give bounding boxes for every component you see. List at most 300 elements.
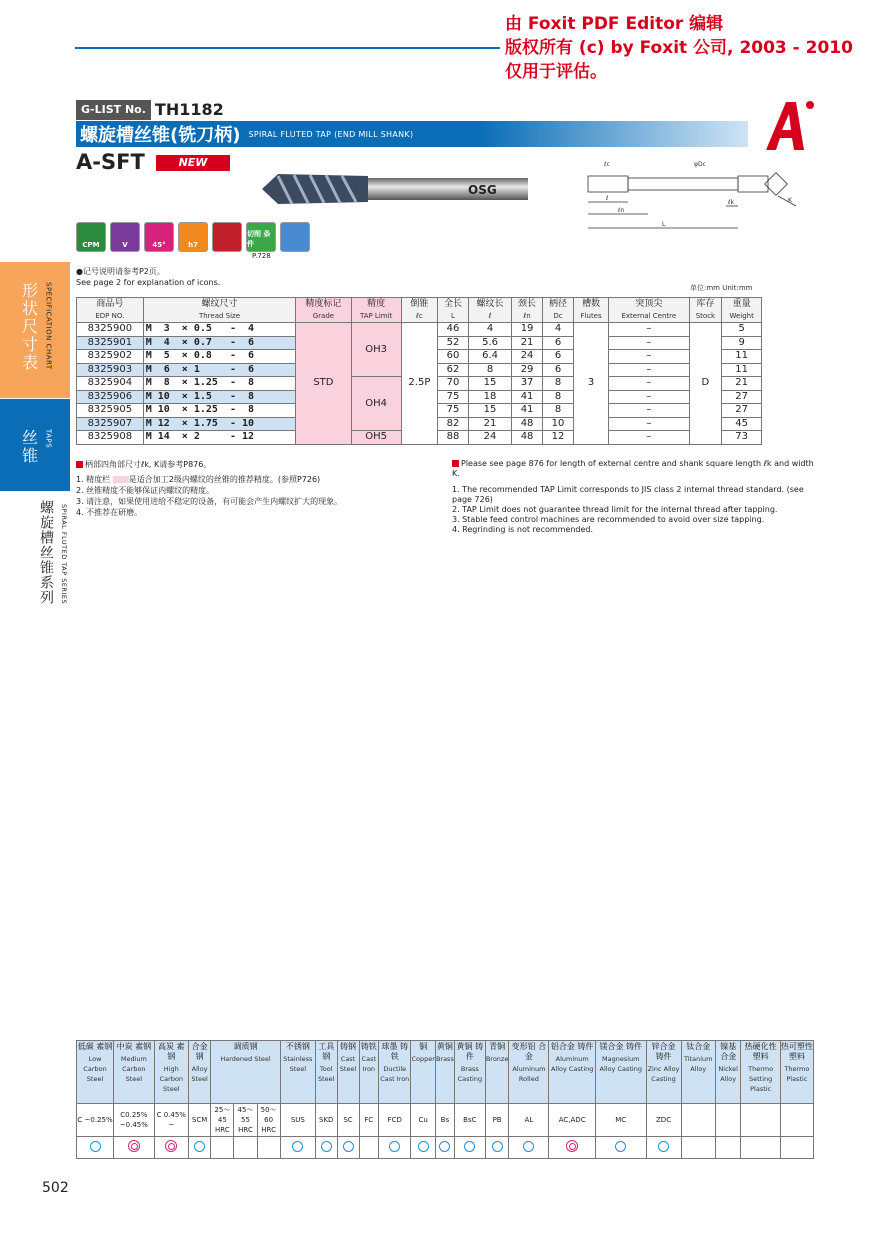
weight-cell: 5 [722, 323, 762, 337]
material-en: Medium Carbon Steel [120, 1055, 147, 1083]
material-en: Aluminum Rolled [512, 1065, 546, 1083]
dim-L: L [662, 221, 666, 228]
note-en-4: 4. Regrinding is not recommended. [452, 525, 594, 534]
material-code: MC [595, 1104, 646, 1137]
thread-size-cell: M 12 × 1.75 - 10 [143, 417, 296, 431]
material-header-15 [549, 1041, 595, 1104]
material-suitability [741, 1137, 780, 1159]
spec-header-cn: 重量 [732, 299, 751, 309]
thread-size-cell: M 14 × 2 - 12 [143, 431, 296, 445]
material-header-14 [509, 1041, 549, 1104]
material-code: SCM [188, 1104, 210, 1137]
shank-dia-cell: 6 [543, 363, 574, 377]
suitable-circle-icon [292, 1141, 303, 1152]
overall-length-cell: 88 [438, 431, 469, 445]
suitable-circle-icon [658, 1141, 669, 1152]
material-code: C 0.45% ~ [154, 1104, 188, 1137]
cpm-icon: CPM [76, 222, 106, 252]
material-header-20 [741, 1041, 780, 1104]
weight-cell: 11 [722, 363, 762, 377]
spec-header-en: TAP Limit [359, 312, 393, 320]
overall-length-cell: 52 [438, 336, 469, 350]
notes-en [452, 459, 822, 535]
overall-length-cell: 60 [438, 350, 469, 364]
shank-note-en: Please see page 876 for length of external centre and shank square length ℓk and width K. [452, 459, 814, 478]
spec-header-en: Flutes [580, 312, 602, 320]
material-header-19 [715, 1041, 741, 1104]
material-en: Cast Iron [361, 1055, 377, 1073]
edp-cell: 8325900 [77, 323, 144, 337]
red-square-icon [452, 460, 459, 467]
neck-length-cell: 29 [512, 363, 543, 377]
page-number: 502 [42, 1180, 69, 1196]
overall-length-cell: 46 [438, 323, 469, 337]
edp-cell: 8325908 [77, 431, 144, 445]
recommended-double-circle-icon [566, 1140, 578, 1152]
material-code: BsC [454, 1104, 485, 1137]
spec-header-en: Thread Size [198, 312, 241, 320]
material-en: Titanium Alloy [683, 1055, 713, 1073]
material-suitability [509, 1137, 549, 1159]
watermark-line-2: 版权所有 (c) by Foxit 公司, 2003 - 2010 [505, 38, 853, 58]
material-cn: 铜 [419, 1042, 428, 1051]
spec-header-en: L [451, 312, 455, 320]
neck-length-cell: 37 [512, 377, 543, 391]
helix-45-icon: 45° [144, 222, 174, 252]
overall-length-cell: 75 [438, 404, 469, 418]
material-cn: 中炭 素钢 [116, 1042, 152, 1051]
material-suitability [154, 1137, 188, 1159]
overall-length-cell: 70 [438, 377, 469, 391]
recommended-double-circle-icon [128, 1140, 140, 1152]
spec-header-en: Weight [729, 312, 754, 320]
suitable-circle-icon [523, 1141, 534, 1152]
material-header-11 [435, 1041, 454, 1104]
material-suitability [485, 1137, 509, 1159]
material-en: Magnesium Alloy Casting [599, 1055, 642, 1073]
material-header-16 [595, 1041, 646, 1104]
shank-dia-cell: 6 [543, 336, 574, 350]
pink-swatch-icon [113, 476, 129, 483]
edp-cell: 8325907 [77, 417, 144, 431]
class-icon [212, 222, 242, 252]
material-en: Alloy Steel [191, 1065, 208, 1083]
thread-length-cell: 15 [468, 377, 511, 391]
overall-length-cell: 82 [438, 417, 469, 431]
material-code: C ~0.25% [77, 1104, 114, 1137]
material-header-7 [337, 1041, 359, 1104]
material-suitability [681, 1137, 715, 1159]
material-code: FCD [379, 1104, 411, 1137]
thread-length-cell: 18 [468, 390, 511, 404]
material-code: 25～45 HRC [211, 1104, 234, 1137]
material-header-6 [315, 1041, 337, 1104]
material-cn: 低碳 素钢 [77, 1042, 113, 1051]
spec-header-cn: 库存 [696, 299, 715, 309]
note-en-1: 1. The recommended TAP Limit corresponds to JIS class 2 internal thread standard. (see page 726) [452, 485, 804, 504]
suitable-circle-icon [343, 1141, 354, 1152]
note-cn-1a: 1. 精度栏 [76, 475, 111, 484]
material-suitability [257, 1137, 280, 1159]
shank-h7-icon: h7 [178, 222, 208, 252]
material-code: Cu [411, 1104, 435, 1137]
material-en: Brass [435, 1055, 454, 1063]
tool-marking: OSG [468, 183, 497, 197]
title-bar [76, 121, 748, 147]
material-code: ZDC [646, 1104, 681, 1137]
thread-size-cell: M 5 × 0.8 - 6 [143, 350, 296, 364]
external-centre-cell: – [609, 323, 689, 337]
shank-dia-cell: 8 [543, 404, 574, 418]
suitable-circle-icon [439, 1141, 450, 1152]
material-suitability [114, 1137, 155, 1159]
material-cn: 锌合金 铸件 [651, 1042, 676, 1061]
material-cn: 高炭 素钢 [158, 1042, 185, 1061]
icon-page-ref: P.728 [252, 252, 271, 260]
osg-a-logo-icon [760, 98, 816, 152]
watermark-line-1: 由 Foxit PDF Editor 编辑 [505, 14, 724, 34]
spec-header-4 [401, 298, 437, 323]
spec-header-1 [143, 298, 296, 323]
material-code: Bs [435, 1104, 454, 1137]
tap-limit-cell: OH5 [351, 431, 401, 445]
material-header-10 [411, 1041, 435, 1104]
spec-header-en: EDP NO. [95, 312, 125, 320]
spec-header-en: ℓn [523, 312, 531, 320]
material-suitability [337, 1137, 359, 1159]
edp-cell: 8325901 [77, 336, 144, 350]
material-en: Zinc Alloy Casting [647, 1065, 680, 1083]
shank-dia-cell: 8 [543, 390, 574, 404]
table-row [77, 323, 762, 337]
series-en: SPIRAL FLUTED TAP SERIES [60, 504, 68, 605]
material-en: Brass Casting [457, 1065, 483, 1083]
material-suitability [780, 1137, 813, 1159]
glist-header [76, 100, 228, 120]
material-suitability [379, 1137, 411, 1159]
coolant-icon [280, 222, 310, 252]
spec-table [76, 297, 762, 445]
spec-header-cn: 精度标记 [305, 299, 342, 309]
material-suitability [77, 1137, 114, 1159]
material-code [715, 1104, 741, 1137]
material-cn: 铸铁 [360, 1042, 377, 1051]
shank-dia-cell: 6 [543, 350, 574, 364]
glist-number: TH1182 [154, 100, 224, 119]
edp-cell: 8325906 [77, 390, 144, 404]
edp-cell: 8325903 [77, 363, 144, 377]
spec-header-9 [574, 298, 609, 323]
side-tab-taps [0, 399, 70, 491]
material-header-21 [780, 1041, 813, 1104]
spec-header-cn: 突顶尖 [635, 299, 663, 309]
glist-label: G-LIST No. [76, 100, 151, 120]
note-cn-3: 3. 请注意，如果使用进给不稳定的设备，有可能会产生内螺纹扩大的现象。 [76, 497, 343, 506]
spec-header-5 [438, 298, 469, 323]
material-code: SUS [280, 1104, 315, 1137]
dim-ln: ℓn [618, 207, 625, 214]
thread-size-cell: M 6 × 1 - 6 [143, 363, 296, 377]
neck-length-cell: 41 [512, 404, 543, 418]
material-en: Low Carbon Steel [83, 1055, 107, 1083]
edp-cell: 8325902 [77, 350, 144, 364]
material-cn: 钛合金 [686, 1042, 711, 1051]
suitable-circle-icon [321, 1141, 332, 1152]
material-header-9 [379, 1041, 411, 1104]
spec-header-cn: 全长 [443, 299, 462, 309]
material-header-0 [77, 1041, 114, 1104]
side-tab-spec-en: SPECIFICATION CHART [44, 282, 53, 370]
note-en-3: 3. Stable feed control machines are recommended to avoid over size tapping. [452, 515, 765, 524]
material-en: Aluminum Alloy Casting [550, 1055, 594, 1073]
material-en: Tool Steel [318, 1065, 335, 1083]
material-suitability [411, 1137, 435, 1159]
thread-size-cell: M 10 × 1.5 - 8 [143, 390, 296, 404]
thread-length-cell: 21 [468, 417, 511, 431]
material-cn: 热硬化性 塑料 [744, 1042, 777, 1061]
units-label: 单位:mm Unit:mm [690, 284, 753, 292]
note-cn-1b: 是适合加工2级内螺纹的丝锥的推荐精度。(参照P726) [128, 475, 321, 484]
weight-cell: 45 [722, 417, 762, 431]
spec-header-cn: 柄径 [549, 299, 568, 309]
dim-l: ℓ [606, 195, 609, 202]
side-tab-spec-cn: 形状尺寸表 [19, 282, 39, 372]
legend-cn: ●记号说明请参考P2页。 [76, 267, 165, 276]
material-code: SC [337, 1104, 359, 1137]
spec-header-6 [468, 298, 511, 323]
shank-dia-cell: 10 [543, 417, 574, 431]
feature-icons [76, 222, 310, 252]
spec-header-cn: 螺纹长 [476, 299, 504, 309]
material-code [780, 1104, 813, 1137]
spec-header-en: External Centre [621, 312, 677, 320]
material-cn: 铸钢 [340, 1042, 357, 1051]
suitable-circle-icon [418, 1141, 429, 1152]
thread-size-cell: M 8 × 1.25 - 8 [143, 377, 296, 391]
material-en: Thermo Setting Plastic [748, 1065, 774, 1093]
material-header-12 [454, 1041, 485, 1104]
dim-lk: ℓk [728, 199, 734, 206]
materials-table [76, 1040, 814, 1159]
material-header-18 [681, 1041, 715, 1104]
icon-legend [76, 266, 220, 288]
spec-header-en: Stock [695, 312, 716, 320]
chamfer-cell: 2.5P [401, 323, 437, 445]
thread-length-cell: 15 [468, 404, 511, 418]
material-cn: 镁合金 铸件 [599, 1042, 643, 1051]
thread-size-cell: M 10 × 1.25 - 8 [143, 404, 296, 418]
spec-header-cn: 倒锥 [410, 299, 429, 309]
external-centre-cell: – [609, 404, 689, 418]
material-cn: 青铜 [489, 1042, 506, 1051]
dimension-drawing [578, 158, 818, 240]
spec-table-header [77, 298, 762, 323]
external-centre-cell: – [609, 336, 689, 350]
shank-dia-cell: 4 [543, 323, 574, 337]
material-code [741, 1104, 780, 1137]
suitable-circle-icon [90, 1141, 101, 1152]
dim-dc: φDc [694, 161, 706, 168]
material-en: Ductile Cast Iron [380, 1065, 410, 1083]
notes-cn [76, 459, 436, 518]
material-code: 50～60 HRC [257, 1104, 280, 1137]
external-centre-cell: – [609, 431, 689, 445]
material-cn: 调质钢 [233, 1042, 258, 1051]
title-en: SPIRAL FLUTED TAP (END MILL SHANK) [248, 129, 414, 139]
material-suitability [234, 1137, 257, 1159]
external-centre-cell: – [609, 377, 689, 391]
material-header-4 [211, 1041, 280, 1104]
legend-en: See page 2 for explanation of icons. [76, 278, 221, 287]
note-en-2: 2. TAP Limit does not guarantee thread limit for the internal thread after tapping. [452, 505, 778, 514]
grade-cell: STD [296, 323, 351, 445]
material-code: 45～55 HRC [234, 1104, 257, 1137]
spec-header-cn: 精度 [367, 299, 386, 309]
spec-header-10 [609, 298, 689, 323]
material-cn: 不锈钢 [285, 1042, 310, 1051]
external-centre-cell: – [609, 417, 689, 431]
material-en: Copper [411, 1055, 435, 1063]
material-cn: 热可塑性 塑料 [780, 1042, 813, 1061]
material-cn: 黄铜 [436, 1042, 453, 1051]
weight-cell: 27 [722, 390, 762, 404]
neck-length-cell: 48 [512, 431, 543, 445]
shank-dia-cell: 12 [543, 431, 574, 445]
new-badge: NEW [156, 155, 230, 171]
material-suitability [549, 1137, 595, 1159]
material-code: SKD [315, 1104, 337, 1137]
material-suitability [188, 1137, 210, 1159]
suitable-circle-icon [464, 1141, 475, 1152]
weight-cell: 21 [722, 377, 762, 391]
side-tab-taps-en: TAPS [44, 429, 53, 449]
material-cn: 铝合金 铸件 [550, 1042, 594, 1051]
spec-header-en: Dc [553, 312, 563, 320]
watermark-line-3: 仅用于评估。 [505, 62, 607, 82]
series-label [36, 500, 68, 605]
material-cn: 镍基 合金 [720, 1042, 737, 1061]
material-suitability [359, 1137, 379, 1159]
material-suitability [595, 1137, 646, 1159]
tap-limit-cell: OH3 [351, 323, 401, 377]
material-suitability [315, 1137, 337, 1159]
material-en: Nickel Alloy [718, 1065, 738, 1083]
thread-length-cell: 5.6 [468, 336, 511, 350]
material-cn: 工具钢 [318, 1042, 335, 1061]
spec-header-cn: 颈长 [518, 299, 537, 309]
spec-header-cn: 槽数 [582, 299, 601, 309]
material-header-2 [154, 1041, 188, 1104]
thread-size-cell: M 4 × 0.7 - 6 [143, 336, 296, 350]
material-en: Stainless Steel [283, 1055, 313, 1073]
material-cn: 合金钢 [191, 1042, 208, 1061]
material-cn: 球墨 铸铁 [381, 1042, 409, 1061]
external-centre-cell: – [609, 390, 689, 404]
dim-k: K [788, 197, 792, 204]
material-code: C0.25% ~0.45% [114, 1104, 155, 1137]
material-en: Hardened Steel [220, 1055, 271, 1063]
tap-limit-cell: OH4 [351, 377, 401, 431]
v-coating-icon: V [110, 222, 140, 252]
external-centre-cell: – [609, 363, 689, 377]
neck-length-cell: 48 [512, 417, 543, 431]
material-header-1 [114, 1041, 155, 1104]
weight-cell: 73 [722, 431, 762, 445]
material-code [681, 1104, 715, 1137]
material-en: Cast Steel [339, 1055, 357, 1073]
tap-image-icon [258, 168, 534, 210]
title-cn: 螺旋槽丝锥(铣刀柄) [80, 125, 241, 146]
spec-header-8 [543, 298, 574, 323]
recommended-double-circle-icon [165, 1140, 177, 1152]
material-suitability [454, 1137, 485, 1159]
spec-header-3 [351, 298, 401, 323]
spec-header-11 [689, 298, 722, 323]
material-suitability [280, 1137, 315, 1159]
suitable-circle-icon [615, 1141, 626, 1152]
red-square-icon [76, 461, 83, 468]
material-header-5 [280, 1041, 315, 1104]
weight-cell: 9 [722, 336, 762, 350]
material-en: High Carbon Steel [159, 1065, 183, 1093]
thread-size-cell: M 3 × 0.5 - 4 [143, 323, 296, 337]
spec-header-0 [77, 298, 144, 323]
edp-cell: 8325904 [77, 377, 144, 391]
shank-dia-cell: 8 [543, 377, 574, 391]
material-code: AL [509, 1104, 549, 1137]
stock-cell: D [689, 323, 722, 445]
material-header-8 [359, 1041, 379, 1104]
spec-header-7 [512, 298, 543, 323]
neck-length-cell: 24 [512, 350, 543, 364]
material-cn: 黄铜 铸件 [456, 1042, 484, 1061]
material-code: FC [359, 1104, 379, 1137]
suitable-circle-icon [389, 1141, 400, 1152]
spec-header-en: ℓc [416, 312, 423, 320]
note-cn-4: 4. 不推荐在研磨。 [76, 508, 143, 517]
suitable-circle-icon [492, 1141, 503, 1152]
material-en: Thermo Plastic [784, 1065, 810, 1083]
neck-length-cell: 19 [512, 323, 543, 337]
material-cn: 变形铝 合金 [511, 1042, 547, 1061]
spec-header-12 [722, 298, 762, 323]
material-suitability [646, 1137, 681, 1159]
cutting-fluid-icon: 切削 条件 [246, 222, 276, 252]
spec-header-en: ℓ [488, 312, 492, 320]
neck-length-cell: 21 [512, 336, 543, 350]
flutes-cell: 3 [574, 323, 609, 445]
suitable-circle-icon [194, 1141, 205, 1152]
material-code: PB [485, 1104, 509, 1137]
top-rule [75, 47, 500, 49]
side-tab-spec-chart [0, 262, 70, 398]
weight-cell: 11 [722, 350, 762, 364]
thread-length-cell: 24 [468, 431, 511, 445]
material-header-13 [485, 1041, 509, 1104]
material-code: AC,ADC [549, 1104, 595, 1137]
model-name: A-SFT [76, 150, 145, 174]
series-cn: 螺旋槽丝锥系列 [38, 500, 54, 605]
side-tab-taps-cn: 丝锥 [19, 429, 39, 465]
foxit-watermark [505, 12, 885, 84]
spec-header-cn: 商品号 [96, 299, 124, 309]
thread-length-cell: 8 [468, 363, 511, 377]
material-en: Bronze [485, 1055, 509, 1063]
note-cn-2: 2. 丝锥精度不能够保证内螺纹的精度。 [76, 486, 215, 495]
material-suitability [715, 1137, 741, 1159]
spec-header-2 [296, 298, 351, 323]
material-suitability [211, 1137, 234, 1159]
